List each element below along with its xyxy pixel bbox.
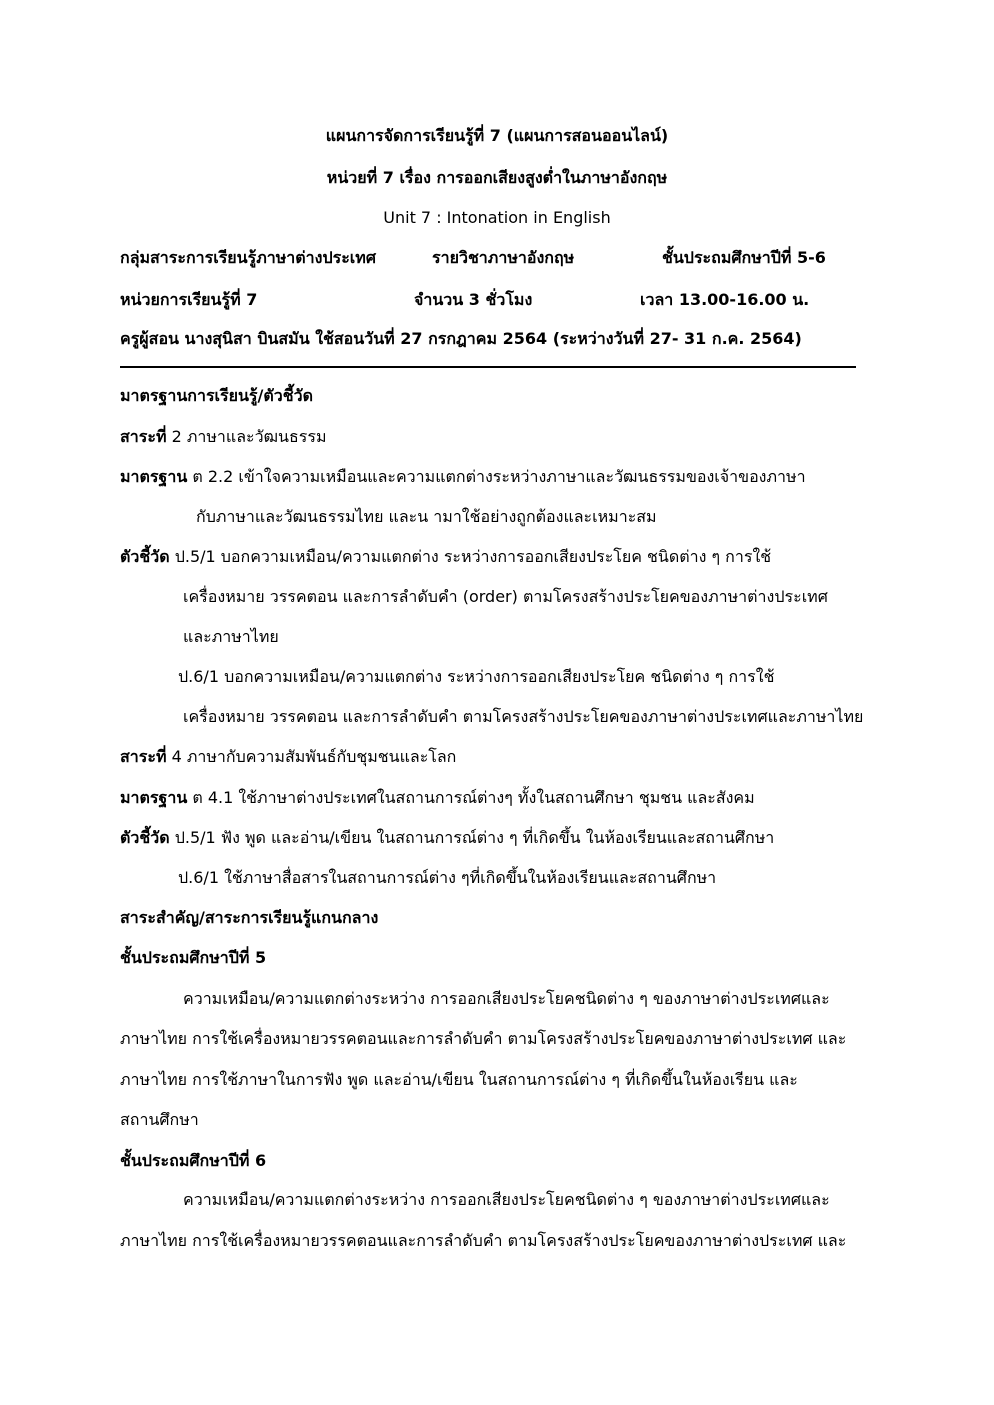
grade-6-paragraph-line2: ภาษาไทย การใช้เครื่องหมายวรรคตอนและการลำดับคำ ตามโครงสร้างประโยคของภาษาต่างประเทศ และ bbox=[120, 1231, 847, 1250]
strand-text: 2 ภาษาและวัฒนธรรม bbox=[166, 427, 327, 446]
standard-label: มาตรฐาน bbox=[120, 788, 188, 807]
strand-label: สาระที่ bbox=[120, 747, 167, 766]
standards-heading: มาตรฐานการเรียนรู้/ตัวชี้วัด bbox=[120, 386, 313, 405]
standard-text: ต 2.2 เข้าใจความเหมือนและความแตกต่างระหว่างภาษาและวัฒนธรรมของเจ้าของภาษา bbox=[187, 467, 806, 486]
indicator-label: ตัวชี้วัด bbox=[120, 828, 170, 847]
strand-2 bbox=[120, 425, 326, 449]
standard-4-1 bbox=[120, 786, 755, 810]
indicator-p6-1: ป.6/1 บอกความเหมือน/ความแตกต่าง ระหว่างการออกเสียงประโยค ชนิดต่าง ๆ การใช้ bbox=[178, 667, 775, 686]
standard-label: มาตรฐาน bbox=[120, 467, 188, 486]
indicator-p5-1 bbox=[120, 545, 771, 569]
indicator-2-p6: ป.6/1 ใช้ภาษาสื่อสารในสถานการณ์ต่าง ๆที่เกิดขึ้นในห้องเรียนและสถานศึกษา bbox=[178, 868, 717, 887]
indicator-2-p5 bbox=[120, 826, 774, 850]
standard-text: ต 4.1 ใช้ภาษาต่างประเทศในสถานการณ์ต่างๆ ทั้งในสถานศึกษา ชุมชน และสังคม bbox=[187, 788, 755, 807]
course-name: รายวิชาภาษาอังกฤษ bbox=[432, 248, 575, 267]
grade-6-paragraph-line1: ความเหมือน/ความแตกต่างระหว่าง การออกเสียงประโยคชนิดต่าง ๆ ของภาษาต่างประเทศและ bbox=[183, 1190, 830, 1209]
strand-4 bbox=[120, 745, 456, 769]
unit-english-title: Unit 7 : Intonation in English bbox=[383, 208, 611, 227]
grade-5-paragraph-line2: ภาษาไทย การใช้เครื่องหมายวรรคตอนและการลำดับคำ ตามโครงสร้างประโยคของภาษาต่างประเทศ และ bbox=[120, 1029, 847, 1048]
standard-2-2-continued: กับภาษาและวัฒนธรรมไทย และน ามาใช้อย่างถูกต้องและเหมาะสม bbox=[196, 507, 657, 526]
subject-group: กลุ่มสาระการเรียนรู้ภาษาต่างประเทศ bbox=[120, 248, 376, 267]
grade-5-paragraph-line3: ภาษาไทย การใช้ภาษาในการฟัง พูด และอ่าน/เขียน ในสถานการณ์ต่าง ๆ ที่เกิดขึ้นในห้องเรียน และ bbox=[120, 1070, 798, 1089]
teacher-info: ครูผู้สอน นางสุนิสา บินสมัน ใช้สอนวันที่ 27 กรกฎาคม 2564 (ระหว่างวันที่ 27- 31 ก.ค. 2564) bbox=[120, 329, 802, 348]
plan-title: แผนการจัดการเรียนรู้ที่ 7 (แผนการสอนออนไลน์) bbox=[325, 126, 669, 145]
grade-6-heading: ชั้นประถมศึกษาปีที่ 6 bbox=[120, 1151, 267, 1170]
strand-text: 4 ภาษากับความสัมพันธ์กับชุมชนและโลก bbox=[166, 747, 457, 766]
hours: จำนวน 3 ชั่วโมง bbox=[414, 290, 533, 309]
core-content-heading: สาระสำคัญ/สาระการเรียนรู้แกนกลาง bbox=[120, 908, 379, 927]
indicator-text: ป.5/1 บอกความเหมือน/ความแตกต่าง ระหว่างการออกเสียงประโยค ชนิดต่าง ๆ การใช้ bbox=[169, 547, 772, 566]
indicator-label: ตัวชี้วัด bbox=[120, 547, 170, 566]
header-divider bbox=[120, 366, 856, 368]
indicator-p6-1-line2: เครื่องหมาย วรรคตอน และการลำดับคำ ตามโครงสร้างประโยคของภาษาต่างประเทศและภาษาไทย bbox=[183, 707, 864, 726]
grade-5-paragraph-line4: สถานศึกษา bbox=[120, 1110, 199, 1129]
indicator-p5-1-line3: และภาษาไทย bbox=[183, 627, 279, 646]
class-time: เวลา 13.00-16.00 น. bbox=[640, 290, 810, 309]
indicator-text: ป.5/1 ฟัง พูด และอ่าน/เขียน ในสถานการณ์ต่าง ๆ ที่เกิดขึ้น ในห้องเรียนและสถานศึกษา bbox=[169, 828, 775, 847]
grade-level: ชั้นประถมศึกษาปีที่ 5-6 bbox=[662, 248, 826, 267]
standard-2-2 bbox=[120, 465, 806, 489]
indicator-p5-1-line2: เครื่องหมาย วรรคตอน และการลำดับคำ (order) ตามโครงสร้างประโยคของภาษาต่างประเทศ bbox=[183, 587, 828, 606]
strand-label: สาระที่ bbox=[120, 427, 167, 446]
grade-5-paragraph-line1: ความเหมือน/ความแตกต่างระหว่าง การออกเสียงประโยคชนิดต่าง ๆ ของภาษาต่างประเทศและ bbox=[183, 989, 830, 1008]
unit-title: หน่วยที่ 7 เรื่อง การออกเสียงสูงต่ำในภาษาอังกฤษ bbox=[326, 168, 668, 187]
learning-unit: หน่วยการเรียนรู้ที่ 7 bbox=[120, 290, 258, 309]
grade-5-heading: ชั้นประถมศึกษาปีที่ 5 bbox=[120, 948, 267, 967]
